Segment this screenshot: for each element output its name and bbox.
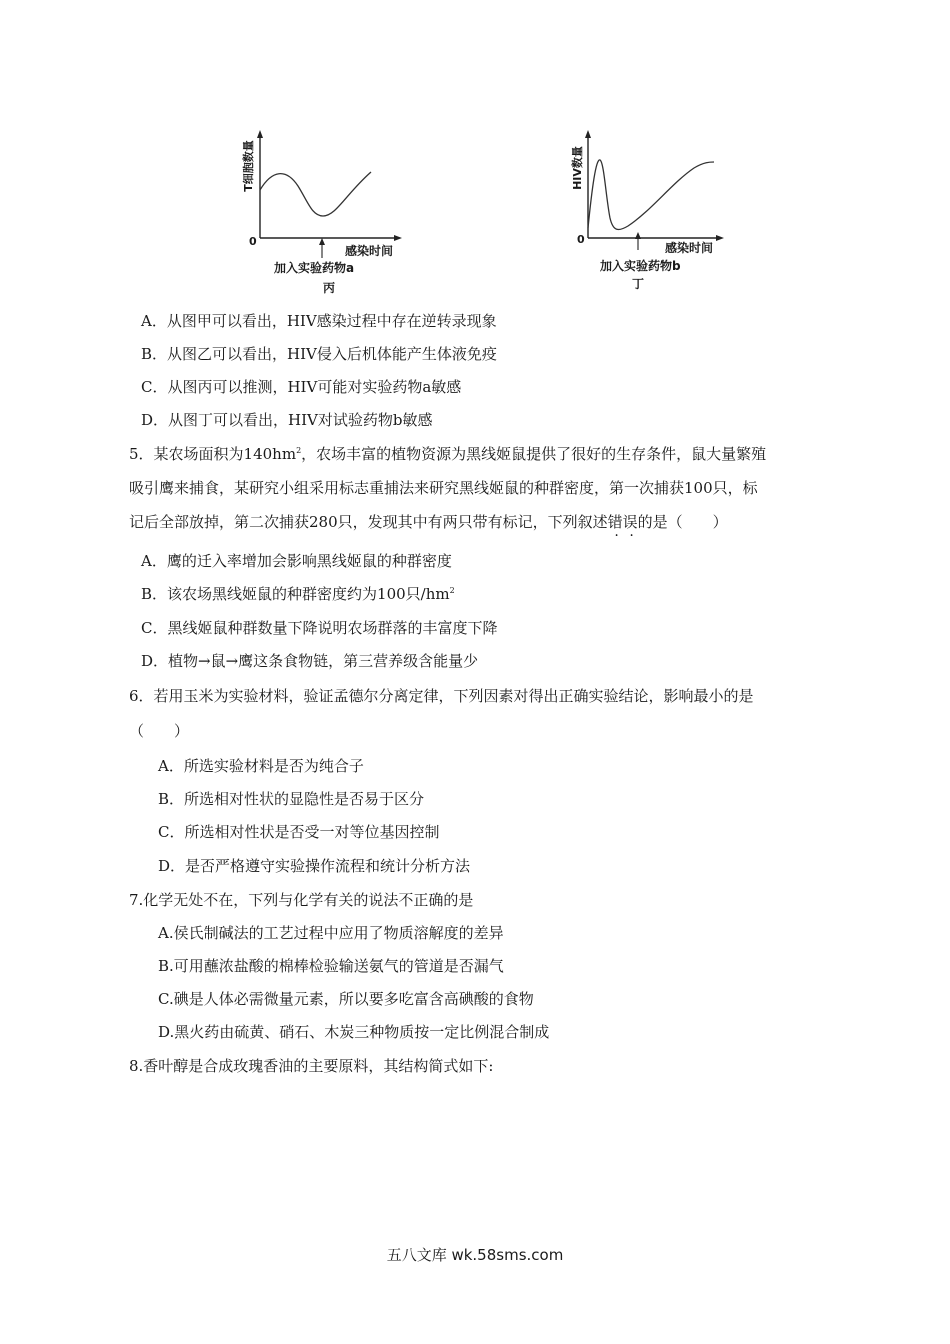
q7-option-d: D.黑火药由硫黄、硝石、木炭三种物质按一定比例混合制成 [158, 1023, 550, 1041]
figure-ding [562, 128, 762, 298]
q5-option-c: C．黑线姬鼠种群数量下降说明农场群落的丰富度下降 [141, 619, 498, 637]
q6-option-d: D．是否严格遵守实验操作流程和统计分析方法 [158, 857, 471, 875]
q6-stem-line-2: （ ） [129, 722, 190, 740]
q6-option-a: A．所选实验材料是否为纯合子 [158, 757, 364, 775]
ding-x-axis-label: 感染时间 [665, 241, 714, 255]
q4-option-b: B．从图乙可以看出，HIV侵入后机体能产生体液免疫 [141, 345, 497, 363]
ding-caption: 丁 [632, 277, 645, 291]
q4-option-d: D．从图丁可以看出，HIV对试验药物b敏感 [141, 411, 433, 429]
q7-option-c: C.碘是人体必需微量元素，所以要多吃富含高碘酸的食物 [158, 990, 534, 1008]
q8-stem: 8.香叶醇是合成玫瑰香油的主要原料，其结构简式如下: [129, 1057, 494, 1075]
q7-stem: 7.化学无处不在，下列与化学有关的说法不正确的是 [129, 891, 474, 909]
ding-origin: 0 [577, 233, 585, 246]
bing-drug-label: 加入实验药物a [274, 261, 355, 275]
ding-drug-arrowhead [635, 232, 641, 239]
q5-stem-line-1: 5．某农场面积为$140hm^2$，农场丰富的植物资源为黑线姬鼠提供了很好的生存条件，鼠大量繁殖 [129, 445, 767, 463]
q5-stem-line-3: 记后全部放掉，第二次捕获280只，发现其中有两只带有标记，下列叙述错误的是（ ） [129, 513, 728, 531]
bing-y-axis-label: T细胞数量 [242, 140, 255, 192]
bing-y-axis-arrow [257, 130, 263, 138]
ding-x-axis-arrow [716, 235, 724, 241]
q4-option-c: C．从图丙可以推测，HIV可能对实验药物a敏感 [141, 378, 462, 396]
footer-watermark: 五八文库 wk.58sms.com [386, 1246, 564, 1264]
bing-origin: 0 [249, 235, 257, 248]
bing-caption: 丙 [323, 281, 336, 295]
emphasis-char: 误 [622, 513, 638, 531]
emphasis-char: 错 [607, 513, 623, 531]
figure-bing [230, 128, 430, 298]
bing-x-axis-label: 感染时间 [345, 244, 394, 258]
q5-option-d: D．植物→鼠→鹰这条食物链，第三营养级含能量少 [141, 652, 479, 670]
bing-x-axis-arrow [394, 235, 402, 241]
q5-stem-line-2: 吸引鹰来捕食，某研究小组采用标志重捕法来研究黑线姬鼠的种群密度，第一次捕获100只，标 [129, 479, 758, 497]
bing-curve [260, 172, 371, 216]
ding-curve [588, 160, 714, 230]
ding-y-axis-label: HIV数量 [571, 146, 584, 190]
q6-option-c: C．所选相对性状是否受一对等位基因控制 [158, 823, 440, 841]
q7-option-b: B.可用蘸浓盐酸的棉棒检验输送氨气的管道是否漏气 [158, 957, 504, 975]
q7-option-a: A.侯氏制碱法的工艺过程中应用了物质溶解度的差异 [158, 924, 504, 942]
ding-drug-label: 加入实验药物b [600, 259, 681, 273]
q4-option-a: A．从图甲可以看出，HIV感染过程中存在逆转录现象 [141, 312, 497, 330]
q6-stem-line-1: 6．若用玉米为实验材料，验证孟德尔分离定律，下列因素对得出正确实验结论，影响最小的是 [129, 687, 754, 705]
bing-drug-arrowhead [319, 238, 325, 245]
q6-option-b: B．所选相对性状的显隐性是否易于区分 [158, 790, 425, 808]
ding-y-axis-arrow [585, 130, 591, 138]
q5-option-b: B．该农场黑线姬鼠的种群密度约为100只$/hm^2$ [141, 585, 455, 603]
q5-option-a: A．鹰的迁入率增加会影响黑线姬鼠的种群密度 [141, 552, 452, 570]
